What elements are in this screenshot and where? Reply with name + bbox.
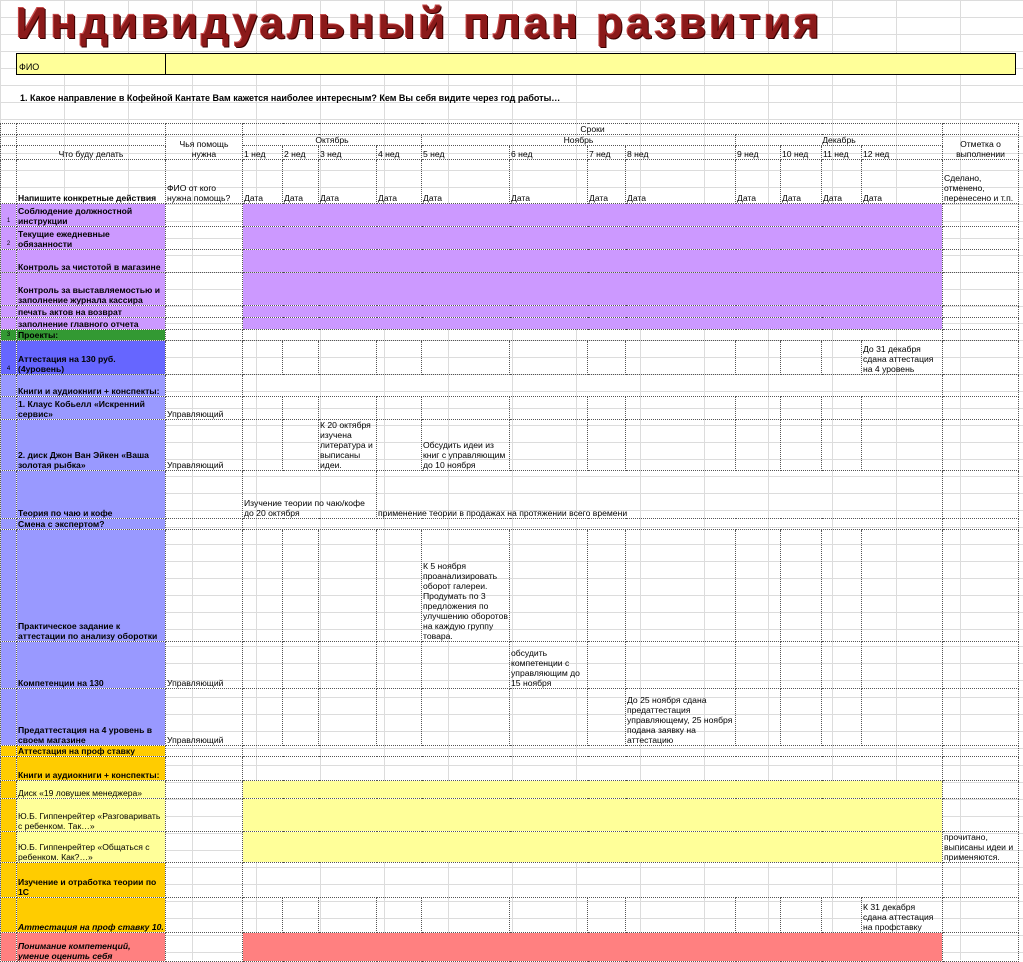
cell[interactable]: [166, 227, 243, 250]
cell: [626, 420, 736, 471]
cell[interactable]: [166, 898, 243, 933]
cell[interactable]: [166, 933, 243, 962]
cell: [588, 341, 626, 375]
timeline-fill: [243, 204, 943, 227]
cell: [736, 397, 781, 420]
row-number: 2: [1, 227, 17, 250]
week-12: 12 нед: [862, 146, 943, 160]
cell: [862, 642, 943, 689]
cell: [166, 124, 243, 135]
cell[interactable]: [166, 471, 243, 519]
cell: [377, 898, 422, 933]
cell: [510, 898, 588, 933]
cell: [781, 420, 822, 471]
cell: [319, 642, 377, 689]
cell: [781, 642, 822, 689]
cell[interactable]: [943, 397, 1019, 420]
date-cell: Дата: [243, 160, 283, 204]
task-label[interactable]: Теория по чаю и кофе: [17, 471, 166, 519]
timeline-fill: [243, 250, 943, 273]
cell: [1, 898, 17, 933]
plan-table: [0, 123, 1019, 962]
cell: [1, 250, 17, 273]
cell: [510, 341, 588, 375]
cell: [1, 397, 17, 420]
timeline-fill: [243, 318, 943, 330]
cell: [283, 420, 319, 471]
week-10: 10 нед: [781, 146, 822, 160]
cell[interactable]: [166, 318, 243, 330]
cell: [1, 135, 17, 146]
cell: [1, 146, 17, 160]
cell: [588, 689, 626, 746]
cell: [1, 306, 17, 318]
cell: [377, 689, 422, 746]
cell: [781, 689, 822, 746]
task-label[interactable]: Понимание компетенций, умение оценить себя: [17, 933, 166, 962]
cell: [588, 420, 626, 471]
date-cell: Дата: [319, 160, 377, 204]
cell[interactable]: [943, 689, 1019, 746]
cell[interactable]: [943, 471, 1019, 519]
cell: [822, 689, 862, 746]
cell: [781, 898, 822, 933]
subheader-what: Напишите конкретные действия: [17, 160, 166, 204]
cell[interactable]: [943, 863, 1019, 898]
cell: [243, 420, 283, 471]
task-label[interactable]: Аттестация на проф ставку: [17, 746, 166, 757]
cell: [422, 397, 510, 420]
cell: [1, 757, 17, 781]
cell: [736, 420, 781, 471]
cell: [1, 420, 17, 471]
cell: [1, 933, 17, 962]
timeline-empty: [243, 757, 943, 781]
cell: [943, 124, 1019, 135]
date-cell: Дата: [510, 160, 588, 204]
fio-separator: [165, 54, 166, 74]
cell[interactable]: [166, 341, 243, 375]
cell: [319, 341, 377, 375]
cell: [510, 420, 588, 471]
cell: [283, 530, 319, 642]
cell: [1, 273, 17, 306]
cell: [781, 341, 822, 375]
cell: [510, 530, 588, 642]
cell: [1, 689, 17, 746]
task-label[interactable]: Проекты:: [17, 330, 166, 341]
cell[interactable]: [166, 799, 243, 832]
cell: [736, 341, 781, 375]
task-note: применение теории в продажах на протяжении всего времени: [377, 471, 943, 519]
cell: [17, 124, 166, 135]
cell: [588, 898, 626, 933]
cell: [377, 420, 422, 471]
task-note: обсудить компетенции с управляющим до 15 ноября: [510, 642, 588, 689]
task-label[interactable]: печать актов на возврат: [17, 306, 166, 318]
task-note: К 5 ноября проанализировать оборот галереи. Продумать по 3 предложения по улучшению оборотов на каждую группу товара.: [422, 530, 510, 642]
cell: [588, 530, 626, 642]
cell: [243, 689, 283, 746]
cell[interactable]: [943, 530, 1019, 642]
task-label[interactable]: Книги и аудиокниги + конспекты:: [17, 375, 166, 397]
task-label[interactable]: Контроль за чистотой в магазине: [17, 250, 166, 273]
week-11: 11 нед: [822, 146, 862, 160]
cell[interactable]: [166, 250, 243, 273]
timeline-empty: [243, 863, 943, 898]
cell[interactable]: [943, 273, 1019, 306]
cell[interactable]: [943, 227, 1019, 250]
week-7: 7 нед: [588, 146, 626, 160]
date-cell: Дата: [283, 160, 319, 204]
cell: [626, 397, 736, 420]
cell: [822, 642, 862, 689]
cell: [319, 898, 377, 933]
task-note: До 31 декабря сдана аттестация на 4 уровень: [862, 341, 943, 375]
cell: [736, 530, 781, 642]
cell[interactable]: [166, 273, 243, 306]
timeline-empty: [243, 746, 943, 757]
cell: [626, 530, 736, 642]
cell: [422, 642, 510, 689]
cell[interactable]: [943, 204, 1019, 227]
cell[interactable]: [943, 799, 1019, 832]
cell: [1, 519, 17, 530]
task-note: К 31 декабря сдана аттестация на профставку: [862, 898, 943, 933]
cell[interactable]: [166, 746, 243, 757]
cell: [1, 124, 17, 135]
question-text: 1. Какое направление в Кофейной Кантате Вам кажется наиболее интересным? Кем Вы себя видите через год работы…: [20, 93, 561, 103]
header-october: Октябрь: [243, 135, 422, 146]
date-cell: Дата: [626, 160, 736, 204]
date-cell: Дата: [862, 160, 943, 204]
helper-cell[interactable]: Управляющий: [166, 397, 243, 420]
cell: [17, 135, 166, 146]
task-label[interactable]: Компетенции на 130: [17, 642, 166, 689]
cell: [283, 689, 319, 746]
cell: [588, 397, 626, 420]
cell: [1, 746, 17, 757]
task-label[interactable]: 2. диск Джон Ван Эйкен «Ваша золотая рыбка»: [17, 420, 166, 471]
cell: [822, 530, 862, 642]
task-note: Обсудить идеи из книг с управляющим до 10 ноября: [422, 420, 510, 471]
cell: [422, 341, 510, 375]
cell: [1, 375, 17, 397]
header-whose-help: Чья помощь нужна: [166, 135, 243, 160]
cell: [862, 397, 943, 420]
cell[interactable]: [166, 530, 243, 642]
cell[interactable]: [943, 341, 1019, 375]
cell: [781, 397, 822, 420]
cell: [283, 397, 319, 420]
cell: [377, 530, 422, 642]
cell: [243, 341, 283, 375]
timeline-fill: [243, 227, 943, 250]
header-mark: Отметка о выполнении: [943, 135, 1019, 160]
cell: [736, 642, 781, 689]
week-6: 6 нед: [510, 146, 588, 160]
date-cell: Дата: [588, 160, 626, 204]
date-cell: Дата: [422, 160, 510, 204]
task-label[interactable]: Смена с экспертом?: [17, 519, 166, 530]
cell: [1, 471, 17, 519]
task-label[interactable]: Изучение и отработка теории по 1С: [17, 863, 166, 898]
page-title: Индивидуальный план развития: [16, 0, 823, 48]
week-8: 8 нед: [626, 146, 736, 160]
cell: [862, 530, 943, 642]
week-2: 2 нед: [283, 146, 319, 160]
task-label[interactable]: Книги и аудиокниги + конспекты:: [17, 757, 166, 781]
timeline-empty: [243, 330, 943, 341]
cell: [422, 689, 510, 746]
cell: [862, 420, 943, 471]
date-cell: Дата: [822, 160, 862, 204]
cell: [510, 689, 588, 746]
cell[interactable]: [166, 757, 243, 781]
cell: [1, 530, 17, 642]
cell: [319, 530, 377, 642]
timeline-empty: [243, 519, 943, 530]
cell[interactable]: [166, 306, 243, 318]
timeline-fill: [243, 306, 943, 318]
cell: [1, 863, 17, 898]
cell[interactable]: [943, 757, 1019, 781]
cell: [862, 689, 943, 746]
cell: [1, 160, 17, 204]
subheader-help: ФИО от кого нужна помощь?: [166, 160, 243, 204]
timeline-fill: [243, 832, 943, 863]
cell: [626, 642, 736, 689]
cell: [422, 898, 510, 933]
cell: [1, 832, 17, 863]
task-label[interactable]: Предаттестация на 4 уровень в своем магазине: [17, 689, 166, 746]
cell: [781, 530, 822, 642]
timeline-fill: [243, 781, 943, 799]
cell[interactable]: [943, 642, 1019, 689]
header-november: Ноябрь: [422, 135, 736, 146]
cell: [319, 689, 377, 746]
week-9: 9 нед: [736, 146, 781, 160]
task-label[interactable]: Текущие ежедневные обязанности: [17, 227, 166, 250]
timeline-fill: [243, 273, 943, 306]
cell: [822, 341, 862, 375]
helper-cell[interactable]: Управляющий: [166, 689, 243, 746]
task-label[interactable]: Ю.Б. Гиппенрейтер «Общаться с ребенком. Как?…»: [17, 832, 166, 863]
subheader-mark: Сделано, отменено, перенесено и т.п.: [943, 160, 1019, 204]
cell: [283, 642, 319, 689]
timeline-empty: [243, 375, 943, 397]
row-number: 4: [1, 341, 17, 375]
task-label[interactable]: Аттестация на 130 руб. (4уровень): [17, 341, 166, 375]
task-note: До 25 ноября сдана предаттестация управляющему, 25 ноября подана заявку на аттестацию: [626, 689, 736, 746]
task-label[interactable]: Соблюдение должностной инструкции: [17, 204, 166, 227]
fio-label: ФИО: [19, 62, 40, 72]
task-label[interactable]: Практическое задание к аттестации по анализу оборотки: [17, 530, 166, 642]
cell[interactable]: [166, 781, 243, 799]
cell: [1, 642, 17, 689]
cell[interactable]: [943, 898, 1019, 933]
date-cell: Дата: [377, 160, 422, 204]
cell: [736, 898, 781, 933]
week-1: 1 нед: [243, 146, 283, 160]
cell: [588, 642, 626, 689]
cell: [822, 898, 862, 933]
cell[interactable]: [166, 375, 243, 397]
cell[interactable]: [943, 933, 1019, 962]
cell: [736, 689, 781, 746]
task-label[interactable]: Аттестация на проф ставку 10.: [17, 898, 166, 933]
header-terms: Сроки: [243, 124, 943, 135]
cell[interactable]: [943, 420, 1019, 471]
task-label[interactable]: Контроль за выставляемостью и заполнение журнала кассира: [17, 273, 166, 306]
cell[interactable]: [943, 746, 1019, 757]
cell: [1, 799, 17, 832]
week-5: 5 нед: [422, 146, 510, 160]
cell: [243, 530, 283, 642]
task-note: Изучение теории по чаю/кофе до 20 октября: [243, 471, 377, 519]
cell[interactable]: [943, 330, 1019, 341]
cell[interactable]: [943, 375, 1019, 397]
cell: [243, 642, 283, 689]
row-number: 1: [1, 204, 17, 227]
task-label[interactable]: заполнение главного отчета: [17, 318, 166, 330]
cell: [1, 318, 17, 330]
cell: [822, 420, 862, 471]
cell: [822, 397, 862, 420]
cell[interactable]: [166, 863, 243, 898]
cell: [626, 341, 736, 375]
cell: [283, 898, 319, 933]
cell: [243, 397, 283, 420]
cell[interactable]: [943, 781, 1019, 799]
row-number: 3: [1, 330, 17, 341]
timeline-fill: [243, 799, 943, 832]
cell: [377, 341, 422, 375]
cell: [377, 642, 422, 689]
header-december: Декабрь: [736, 135, 943, 146]
cell[interactable]: [943, 318, 1019, 330]
cell[interactable]: [166, 832, 243, 863]
completion-note[interactable]: прочитано, выписаны идеи и применяются.: [943, 832, 1019, 863]
task-label[interactable]: 1. Клаус Кобьелл «Искренний сервис»: [17, 397, 166, 420]
cell: [626, 898, 736, 933]
cell: [283, 341, 319, 375]
task-note: К 20 октября изучена литература и выписаны идеи.: [319, 420, 377, 471]
week-3: 3 нед: [319, 146, 377, 160]
fio-field[interactable]: [16, 53, 1016, 75]
week-4: 4 нед: [377, 146, 422, 160]
task-label[interactable]: Ю.Б. Гиппенрейтер «Разговаривать с ребенком. Так…»: [17, 799, 166, 832]
task-label[interactable]: Диск «19 ловушек менеджера»: [17, 781, 166, 799]
date-cell: Дата: [781, 160, 822, 204]
date-cell: Дата: [736, 160, 781, 204]
cell: [377, 397, 422, 420]
cell[interactable]: [166, 204, 243, 227]
cell[interactable]: [943, 306, 1019, 318]
timeline-fill: [243, 933, 943, 962]
cell[interactable]: [166, 519, 243, 530]
header-what: Что буду делать: [17, 146, 166, 160]
cell: [1, 781, 17, 799]
helper-cell[interactable]: Управляющий: [166, 642, 243, 689]
helper-cell[interactable]: Управляющий: [166, 420, 243, 471]
cell: [319, 397, 377, 420]
cell[interactable]: [943, 519, 1019, 530]
cell[interactable]: [943, 250, 1019, 273]
cell: [243, 898, 283, 933]
cell: [510, 397, 588, 420]
cell[interactable]: [166, 330, 243, 341]
